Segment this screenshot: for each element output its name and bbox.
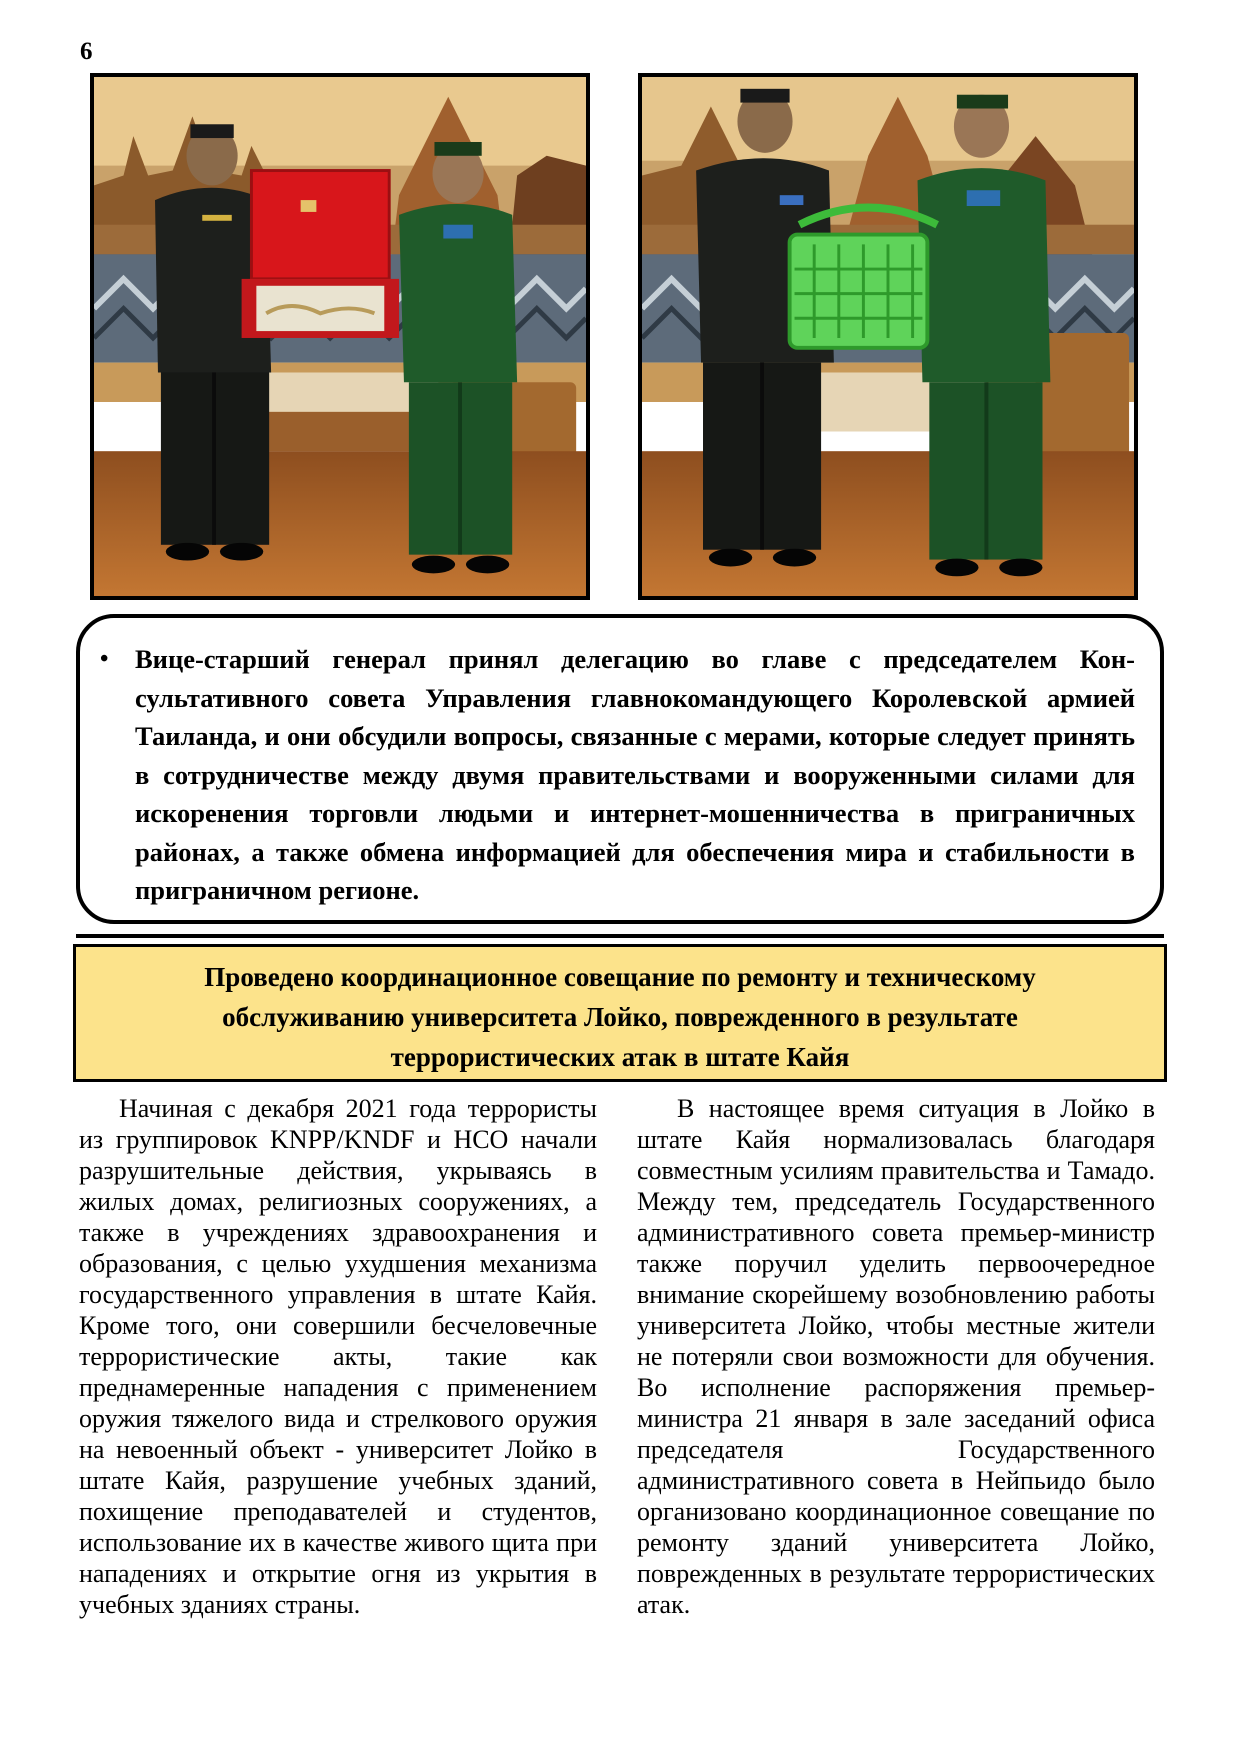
headline-line-2: обслуживанию университета Лойко, поврежденного в результате <box>222 1002 1018 1032</box>
headline-line-3: террористических атак в штате Кайя <box>390 1042 850 1072</box>
article-headline <box>96 957 1144 1077</box>
photo-basket-image <box>642 77 1134 596</box>
photo-basket-presentation <box>638 73 1138 600</box>
photo-caption-text: Вице-старший генерал принял делегацию во главе с председателем Консультативного совета Управления главнокомандующего Королевской армией Таиланда, и они обсудили вопросы, связанные с мерами, которые следует принять в сотрудничестве между двумя правительствами и вооруженными силами для искоренения торговли людьми и интернет-мошенничества в приграничных районах, а также обмена информацией для обеспечения мира и стабильности в приграничном регионе. <box>135 644 1135 905</box>
section-divider <box>76 934 1164 938</box>
headline-line-1: Проведено координационное совещание по ремонту и техническому <box>204 962 1036 992</box>
photo-plaque-image <box>94 77 586 596</box>
caption-bullet: • <box>100 646 109 672</box>
photo-plaque-presentation <box>90 73 590 600</box>
page-number: 6 <box>80 38 93 65</box>
article-headline-box <box>73 944 1167 1082</box>
article-right-column: В настоящее время ситуация в Лойко в штате Кайя нормализовалась благодаря совместным усилиям правительства и Тамадо. Между тем, председатель Государственного административного совета премьер-министр также поручил уделить первоочередное внимание скорейшему возобновлению работы университета Лойко, чтобы местные жители не потеряли свои возможности для обучения. Во исполнение распоряжения премьер-министра 21 января в зале заседаний офиса председателя Государственного административного совета в Нейпьидо было организовано координационное совещание по ремонту зданий университета Лойко, поврежденных в результате террористических атак. <box>637 1094 1155 1619</box>
photo-caption-box <box>76 614 1164 924</box>
article-left-column: Начиная с декабря 2021 года террористы из группировок KNPP/KNDF и НСО начали разрушительные действия, укрываясь в жилых домах, религиозных сооружениях, а также в учреждениях здравоохранения и образования, с целью ухудшения механизма государственного управления в штате Кайя. Кроме того, они совершили бесчеловечные террористические акты, такие как преднамеренные нападения с применением оружия тяжелого вида и стрелкового оружия на невоенный объект - университет Лойко в штате Кайя, разрушение учебных зданий, похищение преподавателей и студентов, использование их в качестве живого щита при нападениях и открытие огня из укрытия в учебных зданиях страны. <box>79 1094 597 1619</box>
